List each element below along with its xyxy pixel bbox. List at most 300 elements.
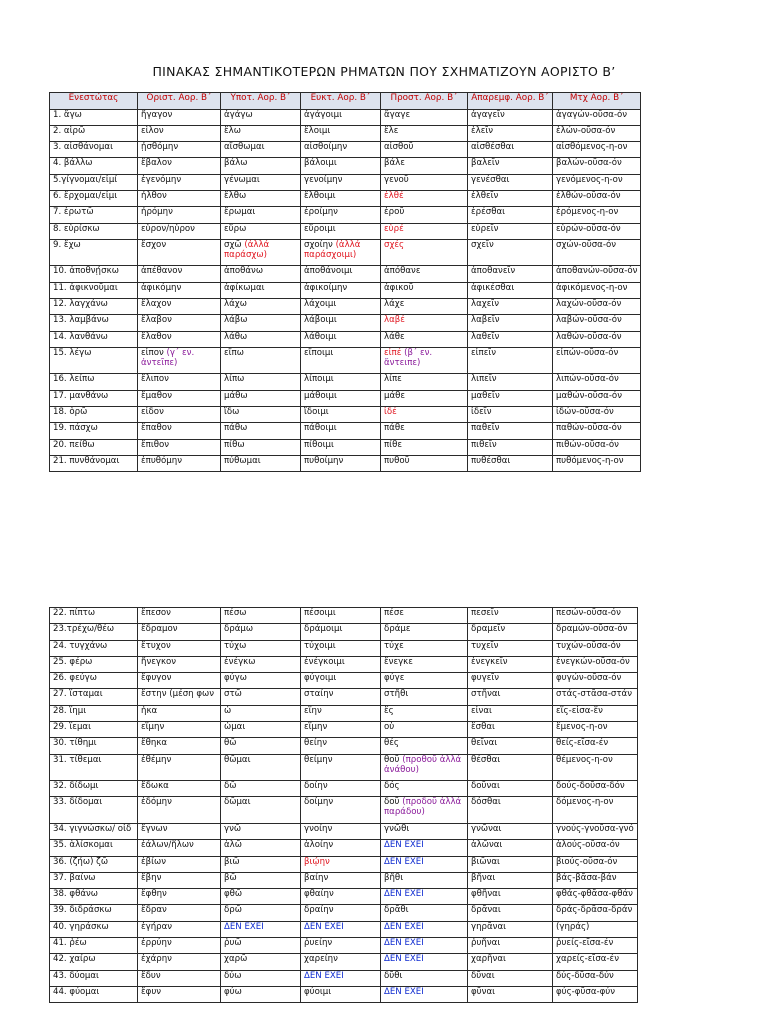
table-row — [50, 455, 641, 471]
cell-text: 14. λανθάνω — [53, 331, 108, 342]
cell-text: ἔφυγον — [141, 673, 172, 684]
cell-text: ἔτυχον — [141, 640, 171, 651]
cell-indicative — [138, 315, 221, 331]
cell-indicative — [138, 738, 221, 754]
cell-infinitive — [468, 872, 553, 888]
cell-text: ἔλθοιμι — [304, 190, 336, 201]
cell-optative — [301, 142, 381, 158]
cell-text: ΔΕΝ ΕΧΕΙ — [384, 954, 424, 965]
cell-text: λαχεῖν — [471, 298, 500, 309]
cell-participle — [553, 705, 638, 721]
cell-text: σχές — [384, 239, 405, 250]
cell-imperative — [381, 608, 468, 624]
table-row — [50, 938, 638, 954]
cell-text: δραίην — [304, 905, 334, 916]
cell-optative — [301, 347, 381, 374]
cell-optative — [301, 223, 381, 239]
cell-indicative — [138, 239, 221, 266]
cell-subjunctive — [221, 190, 301, 206]
cell-text: βιῴην — [304, 856, 330, 867]
cell-text: μάθοιμι — [304, 390, 337, 401]
cell-optative — [301, 889, 381, 905]
cell-text: 29. ἵεμαι — [53, 722, 91, 733]
cell-text: πάθω — [224, 423, 248, 434]
cell-optative — [301, 840, 381, 856]
cell-text: 9. ἔχω — [53, 239, 81, 250]
cell-text: 5.γίγνομαι/εἰμί — [53, 174, 118, 185]
cell-participle — [553, 282, 641, 298]
cell-optative — [301, 954, 381, 970]
cell-participle — [553, 856, 638, 872]
cell-participle — [553, 722, 638, 738]
cell-subjunctive — [221, 797, 301, 824]
cell-subjunctive — [221, 266, 301, 282]
cell-text: εἵμην — [304, 722, 328, 733]
cell-text: χαρείς-εῖσα-έν — [556, 954, 619, 965]
cell-text: ΔΕΝ ΕΧΕΙ — [304, 921, 344, 932]
cell-present — [50, 439, 138, 455]
cell-text: πίθοιμι — [304, 439, 334, 450]
cell-text: εἴπω — [224, 347, 244, 358]
cell-present — [50, 905, 138, 921]
cell-infinitive — [468, 347, 553, 374]
cell-imperative — [381, 986, 468, 1002]
cell-participle — [553, 158, 641, 174]
cell-subjunctive — [221, 889, 301, 905]
cell-participle — [553, 608, 638, 624]
cell-text: ἐθέμην — [141, 754, 172, 765]
cell-participle — [553, 797, 638, 824]
cell-subjunctive — [221, 705, 301, 721]
cell-text: οὗ — [384, 722, 395, 733]
cell-infinitive — [468, 640, 553, 656]
table-row — [50, 872, 638, 888]
cell-indicative — [138, 207, 221, 223]
cell-infinitive — [468, 174, 553, 190]
cell-text: ἐγήραν — [141, 921, 173, 932]
cell-text: βαλών-οῦσα-όν — [556, 158, 622, 169]
cell-present — [50, 266, 138, 282]
cell-text: δοίμην — [304, 797, 334, 808]
cell-text: ἔβαλον — [141, 158, 172, 169]
cell-infinitive — [468, 282, 553, 298]
cell-text: ἐδόμην — [141, 797, 172, 808]
cell-text: φθαίην — [304, 889, 334, 900]
cell-optative — [301, 298, 381, 314]
cell-text: μάθε — [384, 390, 406, 401]
cell-optative — [301, 986, 381, 1002]
cell-infinitive — [468, 689, 553, 705]
cell-text: βιῶναι — [471, 856, 500, 867]
cell-imperative — [381, 374, 468, 390]
cell-subjunctive — [221, 781, 301, 797]
cell-present — [50, 109, 138, 125]
cell-infinitive — [468, 223, 553, 239]
cell-optative — [301, 624, 381, 640]
cell-text: θέσθαι — [471, 754, 501, 765]
cell-present — [50, 781, 138, 797]
cell-optative — [301, 921, 381, 937]
cell-participle — [553, 331, 641, 347]
cell-text: ῥυῆναι — [471, 938, 501, 949]
cell-participle — [553, 781, 638, 797]
cell-subjunctive — [221, 970, 301, 986]
cell-text: 15. λέγω — [53, 347, 92, 358]
cell-indicative — [138, 406, 221, 422]
cell-imperative — [381, 856, 468, 872]
cell-text: λαθών-οῦσα-όν — [556, 331, 622, 342]
cell-participle — [553, 190, 641, 206]
cell-text: ἀγάγω — [224, 109, 253, 120]
cell-present — [50, 722, 138, 738]
cell-text: ἁλῶ — [224, 840, 242, 851]
cell-imperative — [381, 872, 468, 888]
cell-text: φῦναι — [471, 986, 496, 997]
cell-note: (προδοῦ ἀλλά παράδου) — [384, 797, 462, 818]
table-header-row — [50, 93, 641, 110]
cell-participle — [553, 840, 638, 856]
cell-text: χαρῶ — [224, 954, 248, 965]
table-row — [50, 298, 641, 314]
table-row — [50, 190, 641, 206]
cell-infinitive — [468, 781, 553, 797]
cell-text: εἴποιμι — [304, 347, 334, 358]
cell-text: ἠρόμην — [141, 207, 173, 218]
cell-subjunctive — [221, 223, 301, 239]
cell-indicative — [138, 109, 221, 125]
cell-text: στῆθι — [384, 689, 409, 700]
cell-present — [50, 840, 138, 856]
cell-text: δῶμαι — [224, 797, 251, 808]
cell-text: σχών-οῦσα-όν — [556, 239, 617, 250]
cell-indicative — [138, 624, 221, 640]
cell-infinitive — [468, 109, 553, 125]
cell-text: ΔΕΝ ΕΧΕΙ — [384, 840, 424, 851]
cell-infinitive — [468, 315, 553, 331]
cell-text: δῶ — [224, 781, 237, 792]
cell-text: εἶδον — [141, 406, 164, 417]
cell-text: 33. δίδομαι — [53, 797, 103, 808]
cell-participle — [553, 455, 641, 471]
cell-indicative — [138, 142, 221, 158]
cell-text: 44. φύομαι — [53, 986, 100, 997]
cell-text: ῥυῶ — [224, 938, 242, 949]
cell-present — [50, 455, 138, 471]
cell-indicative — [138, 722, 221, 738]
cell-text: φύω — [224, 986, 242, 997]
table-row — [50, 673, 638, 689]
cell-subjunctive — [221, 823, 301, 839]
cell-imperative — [381, 406, 468, 422]
cell-text: γενόμενος-η-ον — [556, 174, 623, 185]
cell-text: ἐνέγκοιμι — [304, 656, 345, 667]
cell-indicative — [138, 374, 221, 390]
cell-text: λάθε — [384, 331, 405, 342]
cell-infinitive — [468, 125, 553, 141]
cell-text: ἐλθών-οῦσα-όν — [556, 190, 621, 201]
cell-subjunctive — [221, 109, 301, 125]
cell-text: 30. τίθημι — [53, 738, 97, 749]
cell-imperative — [381, 781, 468, 797]
cell-participle — [553, 656, 638, 672]
cell-infinitive — [468, 856, 553, 872]
cell-text: ἐνέγκω — [224, 656, 256, 667]
cell-text: ἦλθον — [141, 190, 167, 201]
cell-participle — [553, 439, 641, 455]
cell-subjunctive — [221, 624, 301, 640]
cell-text: θές — [384, 738, 399, 749]
cell-optative — [301, 455, 381, 471]
cell-text: γνοίην — [304, 823, 333, 834]
cell-participle — [553, 872, 638, 888]
cell-infinitive — [468, 722, 553, 738]
cell-text: πέσε — [384, 608, 404, 618]
header-participle-aorist: Μτχ Αορ. Β΄ — [553, 93, 641, 110]
cell-text: δράμοιμι — [304, 624, 343, 635]
cell-text: στάς-στᾶσα-στάν — [556, 689, 633, 700]
cell-infinitive — [468, 390, 553, 406]
cell-subjunctive — [221, 315, 301, 331]
cell-imperative — [381, 938, 468, 954]
cell-participle — [553, 390, 641, 406]
cell-text: πιθών-οῦσα-όν — [556, 439, 619, 450]
cell-text: σχοίην — [304, 239, 333, 250]
cell-text: γνῶθι — [384, 823, 410, 834]
cell-text: 28. ἵημι — [53, 705, 87, 716]
cell-text: 25. φέρω — [53, 656, 93, 667]
cell-text: γενέσθαι — [471, 174, 510, 185]
cell-text: λαχών-οῦσα-όν — [556, 298, 622, 309]
cell-text: λαβών-οῦσα-όν — [556, 315, 622, 326]
cell-text: λίπω — [224, 374, 245, 385]
cell-infinitive — [468, 905, 553, 921]
cell-text: βιῶ — [224, 856, 240, 867]
cell-optative — [301, 938, 381, 954]
cell-text: λάβοιμι — [304, 315, 337, 326]
cell-text: φθῶ — [224, 889, 243, 900]
cell-subjunctive — [221, 872, 301, 888]
cell-present — [50, 797, 138, 824]
cell-note: (ἀλλά παράσχοιμι) — [304, 239, 361, 260]
table-row — [50, 921, 638, 937]
cell-participle — [553, 986, 638, 1002]
cell-text: γνῶ — [224, 823, 242, 834]
table-row — [50, 207, 641, 223]
cell-text: τυχών-οῦσα-όν — [556, 640, 621, 651]
cell-text: ἕς — [384, 705, 394, 716]
table-row — [50, 754, 638, 781]
cell-participle — [553, 624, 638, 640]
cell-text: 3. αἰσθάνομαι — [53, 142, 113, 153]
cell-text: ἔπεσον — [141, 608, 171, 618]
cell-text: δύω — [224, 970, 242, 981]
cell-text: δῦναι — [471, 970, 495, 981]
cell-text: ἔμαθον — [141, 390, 173, 401]
cell-imperative — [381, 921, 468, 937]
table-row — [50, 856, 638, 872]
cell-text: εἷλον — [141, 125, 164, 136]
cell-text: πιθεῖν — [471, 439, 497, 450]
cell-infinitive — [468, 439, 553, 455]
cell-infinitive — [468, 986, 553, 1002]
cell-text: 19. πάσχω — [53, 423, 98, 434]
cell-text: φύοιμι — [304, 986, 332, 997]
table-row — [50, 781, 638, 797]
cell-imperative — [381, 823, 468, 839]
cell-imperative — [381, 331, 468, 347]
cell-text: ἐροίμην — [304, 207, 338, 218]
cell-participle — [553, 207, 641, 223]
cell-imperative — [381, 298, 468, 314]
cell-text: εὑρεῖν — [471, 223, 499, 234]
cell-infinitive — [468, 738, 553, 754]
cell-optative — [301, 970, 381, 986]
cell-present — [50, 207, 138, 223]
cell-optative — [301, 705, 381, 721]
cell-text: 4. βάλλω — [53, 158, 93, 169]
cell-imperative — [381, 889, 468, 905]
cell-text: λάχοιμι — [304, 298, 337, 309]
cell-text: δόμενος-η-ον — [556, 797, 614, 808]
cell-text: πυθόμενος-η-ον — [556, 455, 624, 466]
cell-present — [50, 142, 138, 158]
cell-indicative — [138, 673, 221, 689]
cell-text: γνούς-γνοῦσα-γνό — [556, 823, 634, 834]
cell-text: 17. μανθάνω — [53, 390, 109, 401]
cell-text: δοῦ — [384, 797, 400, 808]
cell-text: ΔΕΝ ΕΧΕΙ — [384, 889, 424, 900]
cell-participle — [553, 142, 641, 158]
cell-participle — [553, 905, 638, 921]
cell-text: τύχε — [384, 640, 404, 651]
cell-text: εἰπών-οῦσα-όν — [556, 347, 619, 358]
cell-present — [50, 754, 138, 781]
cell-text: δραμεῖν — [471, 624, 506, 635]
cell-text: ὧμαι — [224, 722, 246, 733]
table-row — [50, 142, 641, 158]
cell-text: 27. ἵσταμαι — [53, 689, 103, 700]
cell-subjunctive — [221, 722, 301, 738]
cell-text: 11. ἀφικνοῦμαι — [53, 282, 118, 293]
cell-participle — [553, 921, 638, 937]
cell-present — [50, 689, 138, 705]
cell-text: εἵην — [304, 705, 322, 716]
cell-optative — [301, 689, 381, 705]
table-row — [50, 705, 638, 721]
cell-infinitive — [468, 938, 553, 954]
header-indicative-aorist: Οριστ. Αορ. Β΄ — [138, 93, 221, 110]
cell-present — [50, 239, 138, 266]
cell-indicative — [138, 954, 221, 970]
cell-text: 12. λαγχάνω — [53, 298, 108, 309]
cell-optative — [301, 125, 381, 141]
cell-subjunctive — [221, 158, 301, 174]
cell-indicative — [138, 656, 221, 672]
cell-text: φύγοιμι — [304, 673, 337, 684]
cell-text: βιούς-οῦσα-όν — [556, 856, 618, 867]
cell-text: πέσοιμι — [304, 608, 336, 618]
cell-subjunctive — [221, 938, 301, 954]
table-row — [50, 390, 641, 406]
cell-text: ἔλαχον — [141, 298, 172, 309]
cell-imperative — [381, 190, 468, 206]
cell-participle — [553, 754, 638, 781]
cell-indicative — [138, 872, 221, 888]
cell-text: 23.τρέχω/θέω — [53, 624, 115, 635]
cell-text: δόσθαι — [471, 797, 501, 808]
cell-indicative — [138, 158, 221, 174]
table-row — [50, 889, 638, 905]
cell-present — [50, 390, 138, 406]
cell-text: φυγεῖν — [471, 673, 500, 684]
cell-text: ἔπαθον — [141, 423, 172, 434]
cell-indicative — [138, 347, 221, 374]
cell-text: πέσω — [224, 608, 247, 618]
cell-subjunctive — [221, 921, 301, 937]
cell-text: ἐνεγκεῖν — [471, 656, 508, 667]
cell-text: ἔδυν — [141, 970, 161, 981]
cell-text: ἔδραμον — [141, 624, 178, 635]
cell-imperative — [381, 797, 468, 824]
cell-text: ἐνεγκών-οῦσα-όν — [556, 656, 630, 667]
cell-note: (προθοῦ ἀλλά ἀνάθου) — [384, 754, 462, 775]
cell-present — [50, 823, 138, 839]
cell-text: φθῆναι — [471, 889, 501, 900]
cell-text: ἔγνων — [141, 823, 168, 834]
cell-text: ἕσθαι — [471, 722, 495, 733]
cell-participle — [553, 640, 638, 656]
cell-text: ΔΕΝ ΕΧΕΙ — [224, 921, 264, 932]
cell-text: λαβεῖν — [471, 315, 500, 326]
cell-imperative — [381, 722, 468, 738]
table-row — [50, 970, 638, 986]
cell-text: 21. πυνθάνομαι — [53, 455, 120, 466]
cell-participle — [553, 954, 638, 970]
cell-infinitive — [468, 190, 553, 206]
cell-indicative — [138, 390, 221, 406]
cell-participle — [553, 315, 641, 331]
cell-text: γενοίμην — [304, 174, 343, 185]
cell-text: εἶναι — [471, 705, 492, 716]
cell-imperative — [381, 315, 468, 331]
cell-indicative — [138, 190, 221, 206]
table-row — [50, 840, 638, 856]
cell-text: θείς-εῖσα-έν — [556, 738, 609, 749]
cell-indicative — [138, 921, 221, 937]
cell-subjunctive — [221, 142, 301, 158]
cell-text: πυθοῦ — [384, 455, 410, 466]
cell-imperative — [381, 390, 468, 406]
cell-text: φύς-φῦσα-φύν — [556, 986, 616, 997]
cell-present — [50, 374, 138, 390]
cell-text: ἁλούς-οῦσα-όν — [556, 840, 620, 851]
cell-indicative — [138, 823, 221, 839]
cell-text: εἰπεῖν — [471, 347, 497, 358]
cell-optative — [301, 439, 381, 455]
cell-text: πάθε — [384, 423, 405, 434]
cell-text: ἀφικέσθαι — [471, 282, 515, 293]
cell-present — [50, 158, 138, 174]
cell-imperative — [381, 705, 468, 721]
cell-text: θοῦ — [384, 754, 400, 765]
cell-subjunctive — [221, 390, 301, 406]
table-row — [50, 347, 641, 374]
cell-text: ἐρόμενος-η-ον — [556, 207, 619, 218]
cell-text: βῶ — [224, 872, 237, 883]
cell-imperative — [381, 207, 468, 223]
cell-subjunctive — [221, 656, 301, 672]
cell-text: 13. λαμβάνω — [53, 315, 109, 326]
